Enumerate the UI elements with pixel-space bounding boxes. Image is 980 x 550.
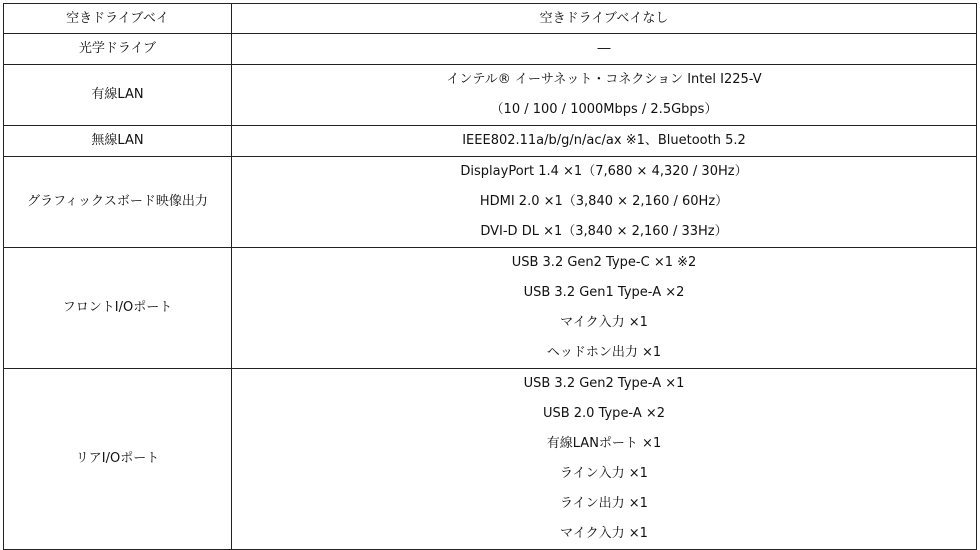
value-line: 空きドライブベイなし: [539, 11, 669, 26]
value-line: ライン入力 ×1: [560, 466, 648, 481]
spec-row-front-io: [4, 248, 977, 369]
spec-row-rear-io: [4, 369, 977, 550]
row-value: [232, 34, 977, 65]
row-label: [4, 4, 232, 34]
value-line: マイク入力 ×1: [560, 315, 648, 330]
value-line: 有線LANポート ×1: [546, 436, 662, 451]
row-value: [232, 369, 977, 550]
value-line: マイク入力 ×1: [560, 526, 648, 541]
spec-row-wired-lan: [4, 65, 977, 126]
value-line: USB 3.2 Gen2 Type-A ×1: [523, 376, 685, 391]
row-value: [232, 65, 977, 126]
value-line: インテル® イーサネット・コネクション Intel I225-V: [446, 72, 762, 87]
value-line: DVI-D DL ×1（3,840 × 2,160 / 33Hz）: [480, 224, 728, 239]
label-text: グラフィックスボード映像出力: [27, 194, 208, 209]
spec-row-graphics-output: [4, 157, 977, 248]
value-line: HDMI 2.0 ×1（3,840 × 2,160 / 60Hz）: [479, 194, 729, 209]
row-value: [232, 157, 977, 248]
value-line: IEEE802.11a/b/g/n/ac/ax ※1、Bluetooth 5.2: [462, 133, 746, 148]
row-label: [4, 34, 232, 65]
value-line: （10 / 100 / 1000Mbps / 2.5Gbps）: [490, 102, 718, 117]
value-line: ―: [597, 41, 611, 56]
spec-row-drive-bay: [4, 4, 977, 34]
label-text: 光学ドライブ: [78, 41, 157, 56]
value-line: USB 2.0 Type-A ×2: [542, 406, 666, 421]
row-label: [4, 65, 232, 126]
row-label: [4, 248, 232, 369]
row-value: [232, 4, 977, 34]
value-line: USB 3.2 Gen1 Type-A ×2: [523, 285, 685, 300]
row-label: [4, 157, 232, 248]
spec-row-wireless-lan: [4, 126, 977, 157]
value-line: DisplayPort 1.4 ×1（7,680 × 4,320 / 30Hz）: [460, 164, 748, 179]
label-text: 無線LAN: [91, 133, 144, 148]
row-label: [4, 369, 232, 550]
value-line: ライン出力 ×1: [560, 496, 648, 511]
value-line: USB 3.2 Gen2 Type-C ×1 ※2: [511, 255, 697, 270]
spec-row-optical-drive: [4, 34, 977, 65]
label-text: フロントI/Oポート: [62, 300, 173, 315]
label-text: リアI/Oポート: [75, 451, 160, 466]
spec-table: [3, 3, 977, 550]
label-text: 有線LAN: [91, 87, 144, 102]
label-text: 空きドライブベイ: [66, 11, 169, 26]
value-line: ヘッドホン出力 ×1: [546, 345, 662, 360]
row-value: [232, 126, 977, 157]
row-value: [232, 248, 977, 369]
row-label: [4, 126, 232, 157]
